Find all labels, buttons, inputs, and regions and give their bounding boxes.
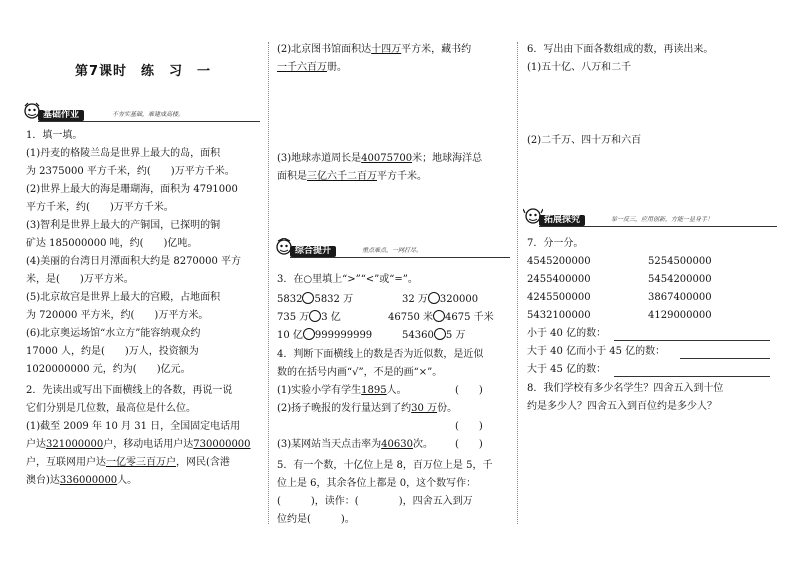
q2-underlined-number: 336000000	[59, 475, 118, 486]
q1-line: (5)北京故宫是世界上最大的宫殿，占地面积	[26, 292, 221, 303]
q3-item: 999999999	[314, 330, 373, 341]
q2-underlined-number: 一亿零三百万户	[106, 457, 176, 468]
q4-line: 数的在括号内画“√”，不是的画“×”。	[277, 367, 443, 378]
q1-text: 面积是	[277, 171, 307, 182]
q1-text: 平方米，藏书约	[401, 44, 472, 55]
q7-number: 5254500000	[648, 256, 712, 267]
q7-number: 4545200000	[527, 256, 591, 267]
q1-underlined-number: 十四万	[371, 44, 402, 55]
q3-heading: 3．在○里填上“>”“<”或“=”。	[277, 274, 418, 285]
q4-answer-paren[interactable]: ( )	[455, 385, 483, 396]
q8-line: 约是多少人？四舍五入到百位约是多少人？	[527, 401, 717, 412]
banner-rule	[290, 257, 510, 258]
q7-number: 2455400000	[527, 274, 591, 285]
q4-answer-paren[interactable]: ( )	[455, 421, 483, 432]
q7-number: 5454200000	[648, 274, 712, 285]
compare-circle[interactable]	[434, 328, 446, 340]
compare-circle[interactable]	[309, 310, 321, 322]
q3-item: 46750 米	[388, 312, 433, 323]
page-title: 第7课时 练 习 一	[75, 64, 212, 79]
banner-rule	[38, 121, 260, 122]
answer-line[interactable]	[680, 358, 770, 359]
q3-row	[277, 310, 341, 324]
q3-item: 10 亿	[277, 330, 303, 341]
q1-heading: 1．填一填。	[26, 130, 83, 141]
q1-text: 平方千米。	[377, 171, 427, 182]
q3-item: 5832 万	[314, 294, 354, 305]
q1-line: (3)智利是世界上最大的产铜国，已探明的铜	[26, 220, 221, 231]
q1-line	[277, 62, 347, 74]
q3-item: 4675 千米	[445, 312, 494, 323]
column-divider-right	[517, 42, 518, 524]
q2-line	[26, 439, 251, 451]
q1-line	[277, 44, 471, 56]
banner-rule	[539, 226, 777, 227]
q2-text: 户达	[26, 439, 46, 450]
q3-item: 735 万	[277, 312, 310, 323]
q4-line: 4．判断下面横线上的数是否为近似数，是近似	[277, 349, 484, 360]
q1-line: (1)丹麦的格陵兰岛是世界上最大的岛，面积	[26, 148, 221, 159]
compare-circle[interactable]	[433, 310, 445, 322]
compare-circle[interactable]	[303, 328, 315, 340]
q4-underlined-number: 30 万	[411, 403, 438, 414]
q3-row	[402, 292, 478, 306]
q1-line: 为 720000 平方米，约( )万平方米。	[26, 310, 209, 321]
banner-slogan: 不夯实基础，难建成高楼。	[112, 111, 185, 118]
q4-text: (1)实验小学有学生	[277, 385, 362, 396]
q7-number: 4245500000	[527, 292, 591, 303]
banner-slogan: 重点难点，一网打尽。	[362, 247, 423, 254]
banner-explore	[523, 213, 779, 227]
q4-answer-paren[interactable]: ( )	[455, 439, 483, 450]
q3-item: 320000	[439, 294, 479, 305]
q2-line	[26, 457, 230, 469]
banner-label: 基础作业	[38, 110, 84, 121]
banner-comprehensive	[274, 244, 512, 258]
q3-item: 54360	[402, 330, 434, 341]
q1-text: (3)地球赤道周长是	[277, 153, 362, 164]
q2-text: 人。	[117, 475, 138, 486]
q2-line: 它们分别是几位数，最高位是什么位。	[26, 403, 196, 414]
q6-item: (2)二千万、四十万和六百	[527, 135, 642, 146]
q1-underlined-number: 一千六百万	[277, 62, 327, 73]
q3-row	[402, 328, 465, 342]
q7-category-label: 小于 40 亿的数：	[527, 328, 607, 339]
q3-item: 32 万	[402, 294, 428, 305]
q1-underlined-number: 三亿六千二百万	[307, 171, 377, 182]
q4-underlined-number: 40630	[381, 439, 413, 450]
banner-basic	[22, 108, 262, 122]
q4-item	[277, 439, 433, 451]
q4-text: (2)扬子晚报的发行量达到了约	[277, 403, 412, 414]
answer-line[interactable]	[614, 340, 770, 341]
q8-line: 8．我们学校有多少名学生？四舍五入到十位	[527, 383, 724, 394]
q1-line: 17000 人，约是( )万人，投资额为	[26, 346, 199, 357]
column-divider-left	[268, 42, 269, 524]
q3-item: 5 万	[445, 330, 466, 341]
q1-line	[277, 171, 427, 183]
q2-text: 澳台)达	[26, 475, 60, 486]
q4-text: (3)某网站当天点击率为	[277, 439, 382, 450]
q2-line	[26, 475, 137, 487]
q4-text: 份。	[437, 403, 458, 414]
q4-item	[277, 403, 457, 415]
q3-row	[277, 292, 353, 306]
q5-line: 5．有一个数，十亿位上是 8，百万位上是 5，千	[277, 460, 493, 471]
compare-circle[interactable]	[302, 292, 314, 304]
q3-row	[388, 310, 494, 324]
q1-line: (6)北京奥运场馆“水立方”能容纳观众约	[26, 328, 201, 339]
q3-item: 5832	[277, 294, 303, 305]
answer-line[interactable]	[614, 376, 770, 377]
q7-number: 5432100000	[527, 310, 591, 321]
q6-heading: 6．写出由下面各数组成的数，再读出来。	[527, 44, 714, 55]
q2-line: 2．先读出或写出下面横线上的各数，再说一说	[26, 385, 233, 396]
q7-heading: 7．分一分。	[527, 238, 584, 249]
q5-line: 位约是( )。	[277, 514, 355, 525]
q7-category-label: 大于 45 亿的数：	[527, 364, 607, 375]
q4-text: 人。	[386, 385, 407, 396]
banner-slogan: 举一反三，应用创新，方能一显身手！	[611, 216, 714, 223]
q1-line: 米，是( )万平方米。	[26, 274, 134, 285]
q1-line: 矿达 185000000 吨，约( )亿吨。	[26, 238, 198, 249]
q2-text: 户，互联网用户达	[26, 457, 106, 468]
banner-label: 拓展探究	[539, 215, 585, 226]
q1-line: (2)世界上最大的海是珊瑚海，面积为 4791000	[26, 184, 238, 195]
compare-circle[interactable]	[428, 292, 440, 304]
q2-line: (1)截至 2009 年 10 月 31 日，全国固定电话用	[26, 421, 241, 432]
q1-line: 1020000000 元，约为( )亿元。	[26, 364, 191, 375]
q1-underlined-number: 40075700	[361, 153, 413, 164]
q7-category-label: 大于 40 亿而小于 45 亿的数：	[527, 346, 666, 357]
q1-text: 米；地球海洋总	[412, 153, 483, 164]
q1-line: (4)美丽的台湾日月潭面积大约是 8270000 平方	[26, 256, 242, 267]
q3-item: 3 亿	[321, 312, 341, 323]
q2-underlined-number: 321000000	[46, 439, 104, 450]
q2-text: 户，移动电话用户达	[103, 439, 194, 450]
q1-line: 为 2375000 平方千米，约( )万平方千米。	[26, 166, 235, 177]
q4-item	[277, 385, 407, 397]
q1-text: (2)北京图书馆面积达	[277, 44, 372, 55]
q5-line: 位上是 6，其余各位上都是 0，这个数写作：	[277, 478, 477, 489]
q4-text: 次。	[412, 439, 433, 450]
q4-underlined-number: 1895	[361, 385, 387, 396]
q1-text: 册。	[327, 62, 347, 73]
q3-row	[277, 328, 372, 342]
q7-number: 3867400000	[648, 292, 712, 303]
q1-line	[277, 153, 482, 165]
q7-number: 4129000000	[648, 310, 712, 321]
banner-label: 综合提升	[290, 246, 336, 257]
q2-underlined-number: 730000000	[193, 439, 251, 450]
q5-line: ( )，读作：( )，四舍五入到万	[277, 496, 473, 507]
q1-line: 平方千米，约( )万平方千米。	[26, 202, 174, 213]
q2-text: ，网民(含港	[176, 457, 230, 468]
q6-item: (1)五十亿、八万和二千	[527, 62, 632, 73]
